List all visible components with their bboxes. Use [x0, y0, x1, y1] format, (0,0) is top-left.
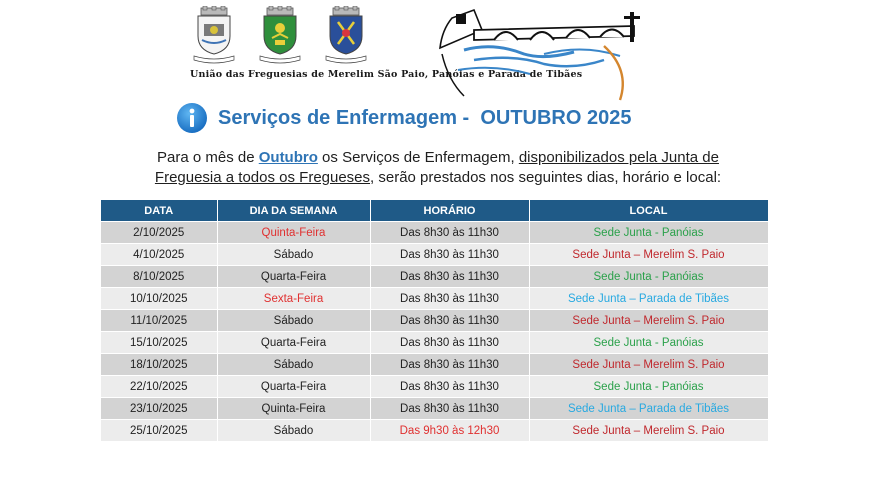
table-body	[101, 222, 768, 442]
cell-time: Das 8h30 às 11h30	[370, 222, 529, 244]
cell-weekday: Quinta-Feira	[217, 398, 370, 420]
table-row	[101, 310, 768, 332]
cell-time: Das 8h30 às 11h30	[370, 332, 529, 354]
cell-weekday: Quarta-Feira	[217, 266, 370, 288]
cell-weekday: Sexta-Feira	[217, 288, 370, 310]
table-row	[101, 288, 768, 310]
cell-time: Das 8h30 às 11h30	[370, 288, 529, 310]
cell-weekday: Quinta-Feira	[217, 222, 370, 244]
table-row	[101, 244, 768, 266]
cell-time: Das 8h30 às 11h30	[370, 244, 529, 266]
cell-weekday: Sábado	[217, 354, 370, 376]
intro-text-3: , serão prestados nos seguintes dias, horário e local:	[370, 169, 722, 186]
cell-date: 8/10/2025	[101, 266, 217, 288]
cell-date: 4/10/2025	[101, 244, 217, 266]
intro-text-2: os Serviços de Enfermagem,	[317, 149, 519, 166]
cell-time: Das 8h30 às 11h30	[370, 310, 529, 332]
table-row	[101, 376, 768, 398]
cell-location: Sede Junta - Panóias	[529, 376, 768, 398]
cell-time: Das 8h30 às 11h30	[370, 266, 529, 288]
column-header-time: HORÁRIO	[370, 200, 529, 222]
merelim-crest	[192, 6, 236, 64]
cell-time: Das 8h30 às 11h30	[370, 398, 529, 420]
table-row	[101, 354, 768, 376]
page-title: Serviços de Enfermagem - OUTUBRO 2025	[218, 107, 632, 129]
cell-location: Sede Junta - Panóias	[529, 332, 768, 354]
cell-date: 25/10/2025	[101, 420, 217, 442]
column-header-date: DATA	[101, 200, 217, 222]
cell-weekday: Quarta-Feira	[217, 376, 370, 398]
cell-location: Sede Junta – Merelim S. Paio	[529, 244, 768, 266]
panoias-crest	[258, 6, 302, 64]
intro-month: Outubro	[258, 149, 318, 166]
cell-time: Das 8h30 às 11h30	[370, 376, 529, 398]
cell-date: 10/10/2025	[101, 288, 217, 310]
cell-weekday: Quarta-Feira	[217, 332, 370, 354]
cell-location: Sede Junta – Merelim S. Paio	[529, 420, 768, 442]
table-row	[101, 266, 768, 288]
cell-date: 23/10/2025	[101, 398, 217, 420]
table-row	[101, 398, 768, 420]
cell-location: Sede Junta - Panóias	[529, 266, 768, 288]
cell-date: 11/10/2025	[101, 310, 217, 332]
cell-date: 15/10/2025	[101, 332, 217, 354]
cell-location: Sede Junta – Merelim S. Paio	[529, 354, 768, 376]
cell-date: 22/10/2025	[101, 376, 217, 398]
parish-crests	[192, 6, 370, 66]
cell-location: Sede Junta - Panóias	[529, 222, 768, 244]
table-header-row	[101, 200, 768, 222]
table-row	[101, 420, 768, 442]
info-icon	[176, 102, 208, 134]
parada-crest	[324, 6, 368, 64]
table-row	[101, 222, 768, 244]
cell-weekday: Sábado	[217, 310, 370, 332]
cell-weekday: Sábado	[217, 244, 370, 266]
schedule-table	[101, 200, 769, 441]
cell-date: 2/10/2025	[101, 222, 217, 244]
cell-date: 18/10/2025	[101, 354, 217, 376]
column-header-location: LOCAL	[529, 200, 768, 222]
intro-paragraph	[120, 148, 756, 188]
column-header-weekday: DIA DA SEMANA	[217, 200, 370, 222]
cell-weekday: Sábado	[217, 420, 370, 442]
intro-text-1: Para o mês de	[157, 149, 259, 166]
cell-time: Das 9h30 às 12h30	[370, 420, 529, 442]
cell-location: Sede Junta – Parada de Tibães	[529, 288, 768, 310]
cell-location: Sede Junta – Parada de Tibães	[529, 398, 768, 420]
intro-underlined-2: Freguesia a todos os Fregueses	[154, 169, 371, 186]
bridge-logo	[434, 0, 654, 104]
cell-location: Sede Junta – Merelim S. Paio	[529, 310, 768, 332]
union-title: União das Freguesias de Merelim São Paio, Panóias e Parada de Tibães	[190, 69, 583, 80]
table-row	[101, 332, 768, 354]
cell-time: Das 8h30 às 11h30	[370, 354, 529, 376]
intro-underlined-1: disponibilizados pela Junta de	[518, 149, 719, 166]
